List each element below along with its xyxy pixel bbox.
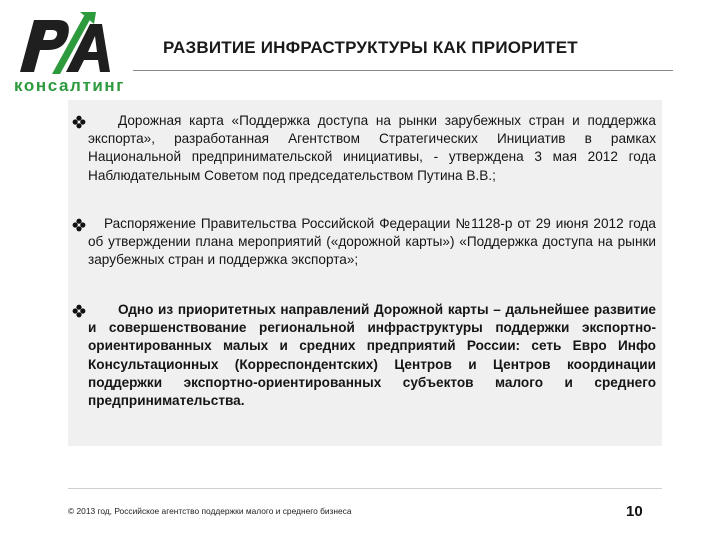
page-number: 10 <box>626 503 643 520</box>
bullet-text-3: Одно из приоритетных направлений Дорожной карты – дальнейшее развитие и совершенствование региональной инфраструктуры поддержки экспортно-ориентированных малых и средних предприятий России: сеть Евро Инфо Консультационных (Корреспондентских) Центров и Центров координации поддержки экспортно-ориентированных субъектов малого и среднего предпринимательства. <box>88 302 656 409</box>
title-divider <box>133 70 673 71</box>
bullet-text-1: Дорожная карта «Поддержка доступа на рынки зарубежных стран и поддержка экспорта», разработанная Агентством Стратегических Инициатив в рамках Национальной предпринимательской инициативы, - утверждена 3 мая 2012 года Наблюдательным Советом под председательством Путина В.В.; <box>88 113 656 183</box>
page-title: РАЗВИТИЕ ИНФРАСТРУКТУРЫ КАК ПРИОРИТЕТ <box>163 38 578 57</box>
pa-logo-mark-icon <box>6 10 128 76</box>
logo-caption: консалтинг <box>14 76 125 95</box>
footer-copyright: © 2013 год, Российское агентство поддержки малого и среднего бизнеса <box>68 506 352 516</box>
diamond-bullet-icon <box>72 218 86 232</box>
footer-divider <box>68 488 662 489</box>
bullet-text-2: Распоряжение Правительства Российской Федерации №1128-р от 29 июня 2012 года об утверждении плана мероприятий («дорожной карты») «Поддержка доступа на рынки зарубежных стран и поддержка экспорта»; <box>88 216 656 268</box>
company-logo <box>6 10 128 95</box>
diamond-bullet-icon <box>72 304 86 318</box>
diamond-bullet-icon <box>72 115 86 129</box>
content-panel <box>68 100 662 446</box>
